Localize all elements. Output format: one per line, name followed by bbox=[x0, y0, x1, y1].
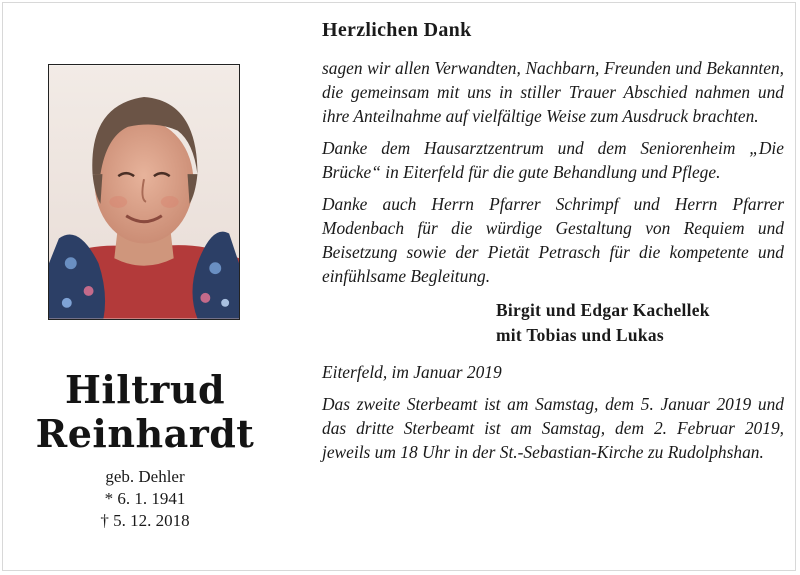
left-column bbox=[0, 0, 290, 575]
birth-name: geb. Dehler bbox=[105, 467, 185, 486]
thanks-paragraph: sagen wir allen Verwandten, Nachbarn, Freunden und Bekannten, die gemeinsam mit uns in stiller Trauer Abschied nahmen und ihre Anteilnahme auf vielfältige Weise zum Ausdruck brachten. bbox=[322, 58, 784, 126]
signer-line: mit Tobias und Lukas bbox=[496, 325, 664, 345]
thanks-paragraph: Danke dem Hausarztzentrum und dem Seniorenheim „Die Brücke“ in Eiterfeld für die gute Behandlung und Pflege. bbox=[322, 138, 784, 182]
deceased-last-name: Reinhardt bbox=[35, 411, 255, 456]
death-date: † 5. 12. 2018 bbox=[100, 511, 190, 530]
signers bbox=[496, 298, 784, 348]
birth-date: * 6. 1. 1941 bbox=[104, 489, 186, 508]
mass-notice: Das zweite Sterbeamt ist am Samstag, dem 5. Januar 2019 und das dritte Sterbeamt ist am Samstag, dem 2. Februar 2019, jeweils um 18 Uhr in der St.-Sebastian-Kirche zu Rudolphshan. bbox=[322, 394, 784, 462]
thanks-heading: Herzlichen Dank bbox=[322, 19, 472, 41]
portrait-photo bbox=[48, 64, 240, 320]
thanks-paragraph: Danke auch Herrn Pfarrer Schrimpf und Herrn Pfarrer Modenbach für die würdige Gestaltung von Requiem und Beisetzung sowie der Pietät Petrasch für die kompetente und einfühlsame Begleitung. bbox=[322, 194, 784, 286]
thanks-column bbox=[322, 14, 784, 464]
signer-line: Birgit und Edgar Kachellek bbox=[496, 300, 710, 320]
place-date: Eiterfeld, im Januar 2019 bbox=[322, 362, 502, 382]
life-dates bbox=[0, 466, 290, 532]
deceased-first-name: Hiltrud bbox=[64, 367, 226, 412]
